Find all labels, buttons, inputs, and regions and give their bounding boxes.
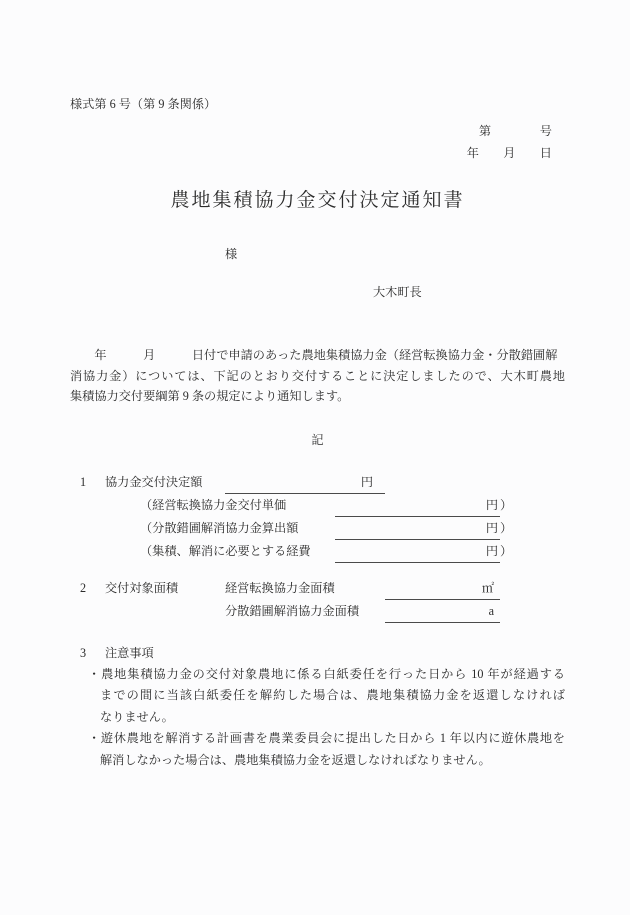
- note-line: なりません。: [100, 709, 174, 724]
- yen-unit-label: 円: [485, 520, 498, 535]
- amount-fill-in-blank: [335, 494, 500, 517]
- subrow-label: （経営転換協力金交付単価: [140, 497, 287, 512]
- doc-number-date-block: [70, 120, 565, 164]
- square-meter-unit-label: ㎡: [481, 580, 494, 595]
- addressee-honorific: 様: [225, 247, 238, 261]
- amount-fill-in-blank: [225, 471, 385, 494]
- item1-subrow-required-expenses: [70, 540, 565, 563]
- item1-main-row: [70, 471, 565, 494]
- amount-fill-in-blank: [335, 517, 500, 540]
- document-title: 農地集積協力金交付決定通知書: [170, 190, 465, 211]
- closing-paren: ）: [500, 497, 513, 512]
- item3-notes: [70, 642, 565, 772]
- are-unit-label: a: [488, 603, 494, 618]
- item1-subrow-calculated-amount: [70, 517, 565, 540]
- yen-unit-label: 円: [360, 474, 373, 489]
- area-row-label: 分散錯圃解消協力金面積: [225, 603, 360, 618]
- yen-unit-label: 円: [485, 543, 498, 558]
- doc-number-line: 第 号: [478, 124, 552, 138]
- area-row-label: 経営転換協力金面積: [225, 580, 335, 595]
- body-line: 年 月 日付で申請のあった農地集積協力金（経営転換協力金・分散錯圃解: [70, 348, 558, 362]
- item2-number: 2: [80, 580, 87, 595]
- item1-subrow-unit-price: [70, 494, 565, 517]
- item2-target-area: [70, 577, 565, 623]
- note-line: ・遊休農地を解消する計画書を農業委員会に提出した日から 1 年以内に遊休農地を: [88, 731, 565, 745]
- area-fill-in-blank: [385, 577, 500, 600]
- item3-heading-row: [70, 642, 565, 664]
- note-line: ・農地集積協力金の交付対象農地に係る白紙委任を行った日から 10 年が経過する: [88, 666, 565, 681]
- addressee-line: [70, 247, 565, 261]
- note-line: 解消しなかった場合は、農地集積協力金を返還しなければなりません。: [100, 752, 491, 767]
- item3-label: 注意事項: [105, 645, 154, 660]
- body-line: 集積協力交付要綱第 9 条の規定により通知します。: [70, 389, 350, 403]
- closing-paren: ）: [500, 543, 513, 558]
- item1-decided-amount: [70, 471, 565, 563]
- closing-paren: ）: [500, 520, 513, 535]
- form-number: 様式第 6 号（第 9 条関係）: [70, 97, 217, 111]
- body-paragraph: [70, 345, 565, 407]
- item2-label: 交付対象面積: [105, 580, 179, 595]
- yen-unit-label: 円: [485, 497, 498, 512]
- date-line: 年 月 日: [466, 146, 552, 160]
- amount-fill-in-blank: [335, 540, 500, 563]
- area-fill-in-blank: [385, 600, 500, 623]
- subrow-label: （分散錯圃解消協力金算出額: [140, 520, 299, 535]
- record-marker: 記: [311, 432, 324, 447]
- body-line: 消協力金）については、下記のとおり交付することに決定しましたので、大木町農地: [70, 368, 565, 383]
- item1-number: 1: [80, 474, 87, 489]
- item2-row-conversion-area: [70, 577, 565, 600]
- note-line: までの間に当該白紙委任を解約した場合は、農地集積協力金を返還しなければ: [100, 688, 565, 702]
- sender-title: 大木町長: [373, 285, 422, 299]
- subrow-label: （集積、解消に必要とする経費: [140, 543, 311, 558]
- item3-number: 3: [80, 645, 87, 660]
- item1-label: 協力金交付決定額: [105, 474, 203, 489]
- item2-row-dispersion-area: [70, 600, 565, 623]
- sender-line: [70, 285, 565, 299]
